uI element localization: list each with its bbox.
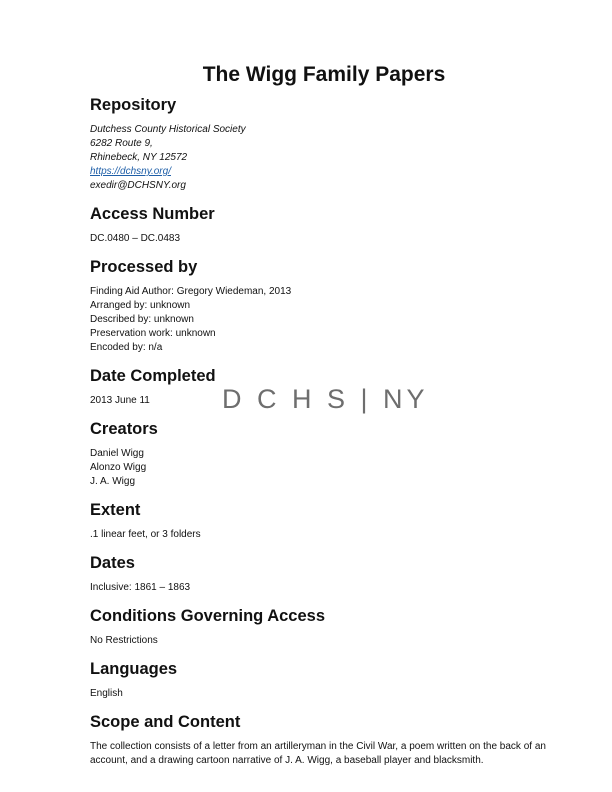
extent-body (90, 528, 550, 542)
section-languages (90, 658, 550, 701)
date-completed-value: 2013 June 11 (90, 395, 150, 406)
described-by: Described by: unknown (90, 314, 194, 325)
repository-website-link[interactable]: https://dchsny.org/ (90, 166, 171, 177)
section-scope (90, 711, 550, 768)
section-dates (90, 552, 550, 595)
arranged-by: Arranged by: unknown (90, 300, 191, 311)
languages-heading: Languages (90, 660, 178, 678)
repository-city: Rhinebeck, NY 12572 (90, 152, 188, 163)
section-date-completed (90, 365, 550, 408)
creator-item: Alonzo Wigg (90, 462, 147, 473)
extent-value: .1 linear feet, or 3 folders (90, 529, 201, 540)
repository-email: exedir@DCHSNY.org (90, 180, 186, 191)
dchs-watermark: D C H S | NY (222, 384, 429, 414)
date-completed-heading: Date Completed (90, 367, 216, 385)
section-creators (90, 418, 550, 489)
encoded-by: Encoded by: n/a (90, 342, 163, 353)
document-title: The Wigg Family Papers (202, 63, 446, 86)
scope-body (90, 740, 550, 768)
processed-by-heading: Processed by (90, 258, 198, 276)
access-number-body (90, 232, 550, 246)
repository-heading: Repository (90, 96, 177, 114)
preservation-work: Preservation work: unknown (90, 328, 216, 339)
dates-body (90, 581, 550, 595)
scope-heading: Scope and Content (90, 713, 241, 731)
access-number-value: DC.0480 – DC.0483 (90, 233, 181, 244)
section-conditions (90, 605, 550, 648)
creators-heading: Creators (90, 420, 158, 438)
section-extent (90, 499, 550, 542)
extent-heading: Extent (90, 501, 141, 519)
languages-value: English (90, 688, 123, 699)
conditions-heading: Conditions Governing Access (90, 607, 326, 625)
dates-value: Inclusive: 1861 – 1863 (90, 582, 191, 593)
document-content (90, 94, 550, 778)
repository-name: Dutchess County Historical Society (90, 124, 246, 135)
creator-item: Daniel Wigg (90, 448, 144, 459)
date-completed-body (90, 394, 550, 408)
repository-body (90, 123, 550, 193)
access-number-heading: Access Number (90, 205, 215, 223)
finding-aid-author: Finding Aid Author: Gregory Wiedeman, 2013 (90, 286, 292, 297)
creators-body (90, 447, 550, 489)
dates-heading: Dates (90, 554, 135, 572)
processed-by-body (90, 285, 550, 355)
conditions-value: No Restrictions (90, 635, 158, 646)
repository-street: 6282 Route 9, (90, 138, 153, 149)
conditions-body (90, 634, 550, 648)
section-processed-by (90, 256, 550, 355)
section-repository (90, 94, 550, 193)
section-access-number (90, 203, 550, 246)
creator-item: J. A. Wigg (90, 476, 136, 487)
scope-paragraph: The collection consists of a letter from an artilleryman in the Civil War, a poem written on the back of an account, and a drawing cartoon narrative of J. A. Wigg, a baseball player and blacksmith. (90, 741, 546, 766)
languages-body (90, 687, 550, 701)
